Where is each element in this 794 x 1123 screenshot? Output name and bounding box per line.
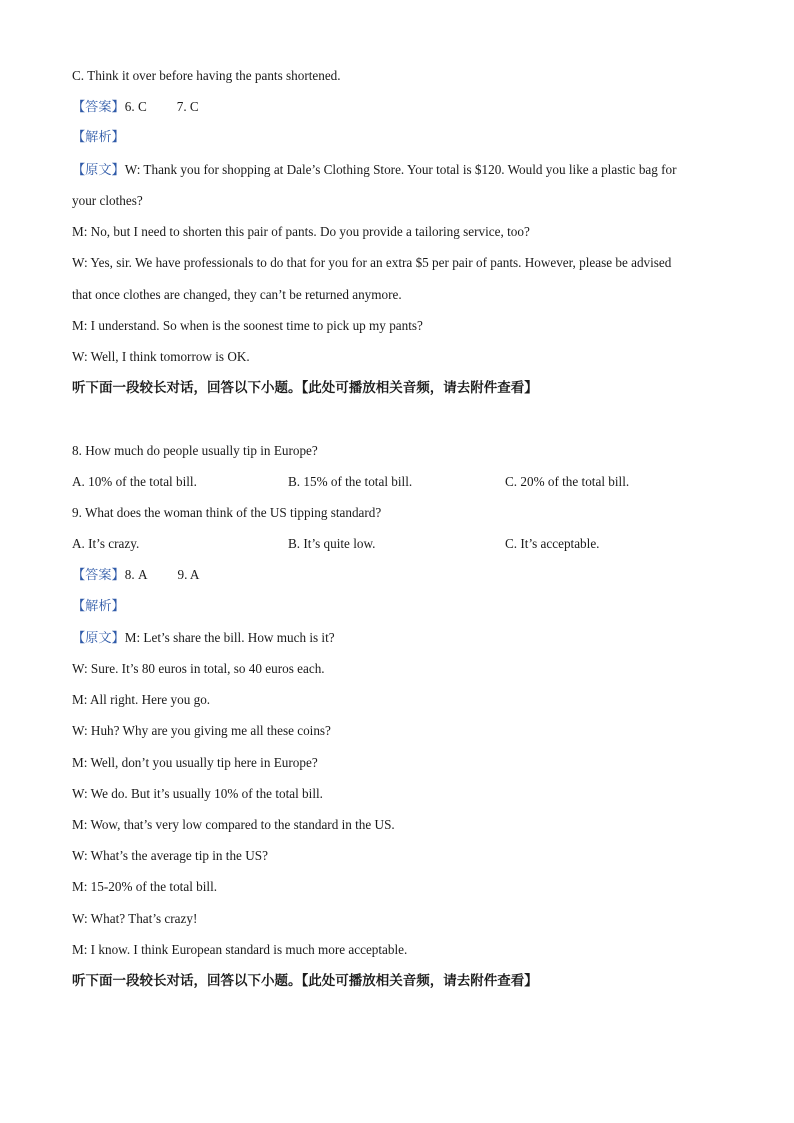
analysis-tag: 【解析】 [72, 599, 125, 614]
dialogue-line: W: Huh? Why are you giving me all these coins? [72, 723, 331, 738]
dialogue-line: your clothes? [72, 193, 143, 208]
answer-line-6-7 [72, 98, 726, 117]
q8-option-a: A. 10% of the total bill. [72, 474, 197, 489]
dialogue-line: W: Well, I think tomorrow is OK. [72, 349, 250, 364]
original-tag: 【原文】 [72, 631, 125, 646]
dialogue-line: M: 15-20% of the total bill. [72, 879, 218, 894]
dialogue-line [72, 629, 726, 648]
answer-line-8-9 [72, 566, 726, 585]
dialogue-line [72, 161, 726, 180]
dialogue-line: W: What’s the average tip in the US? [72, 848, 268, 863]
section-instruction: 听下面一段较长对话，回答以下小题。【此处可播放相关音频，请去附件查看】 [72, 973, 538, 989]
q9-option-a: A. It’s crazy. [72, 536, 140, 551]
option-c-7: C. Think it over before having the pants shortened. [72, 68, 341, 83]
dialogue-text: W: Thank you for shopping at Dale’s Clothing Store. Your total is $120. Would you like a plastic bag for [124, 162, 677, 177]
answer-6: 6. C [124, 99, 147, 114]
q9-option-c: C. It’s acceptable. [505, 536, 600, 551]
dialogue-line: M: No, but I need to shorten this pair of pants. Do you provide a tailoring service, too? [72, 224, 530, 239]
dialogue-line: W: Sure. It’s 80 euros in total, so 40 euros each. [72, 661, 325, 676]
dialogue-line: M: Well, don’t you usually tip here in Europe? [72, 755, 318, 770]
original-tag: 【原文】 [72, 163, 125, 178]
dialogue-line: M: I understand. So when is the soonest time to pick up my pants? [72, 318, 423, 333]
question-8: 8. How much do people usually tip in Europe? [72, 443, 318, 458]
dialogue-line: M: I know. I think European standard is much more acceptable. [72, 942, 408, 957]
q8-option-c: C. 20% of the total bill. [505, 474, 630, 489]
q9-option-b: B. It’s quite low. [288, 536, 376, 551]
dialogue-line: W: What? That’s crazy! [72, 911, 198, 926]
dialogue-text: M: Let’s share the bill. How much is it? [124, 630, 335, 645]
section-instruction: 听下面一段较长对话，回答以下小题。【此处可播放相关音频，请去附件查看】 [72, 380, 538, 396]
dialogue-line: M: Wow, that’s very low compared to the standard in the US. [72, 817, 395, 832]
q8-option-b: B. 15% of the total bill. [288, 474, 413, 489]
answer-8: 8. A [124, 567, 148, 582]
question-9: 9. What does the woman think of the US tipping standard? [72, 505, 382, 520]
dialogue-line: W: We do. But it’s usually 10% of the total bill. [72, 786, 323, 801]
answer-tag: 【答案】 [72, 100, 125, 115]
answer-7: 7. C [176, 99, 199, 114]
answer-tag: 【答案】 [72, 568, 125, 583]
answer-9: 9. A [177, 567, 200, 582]
dialogue-line: M: All right. Here you go. [72, 692, 211, 707]
dialogue-line: W: Yes, sir. We have professionals to do that for you for an extra $5 per pair of pants. However, please be advised [72, 255, 672, 270]
analysis-tag: 【解析】 [72, 130, 125, 145]
dialogue-line: that once clothes are changed, they can’t be returned anymore. [72, 287, 402, 302]
